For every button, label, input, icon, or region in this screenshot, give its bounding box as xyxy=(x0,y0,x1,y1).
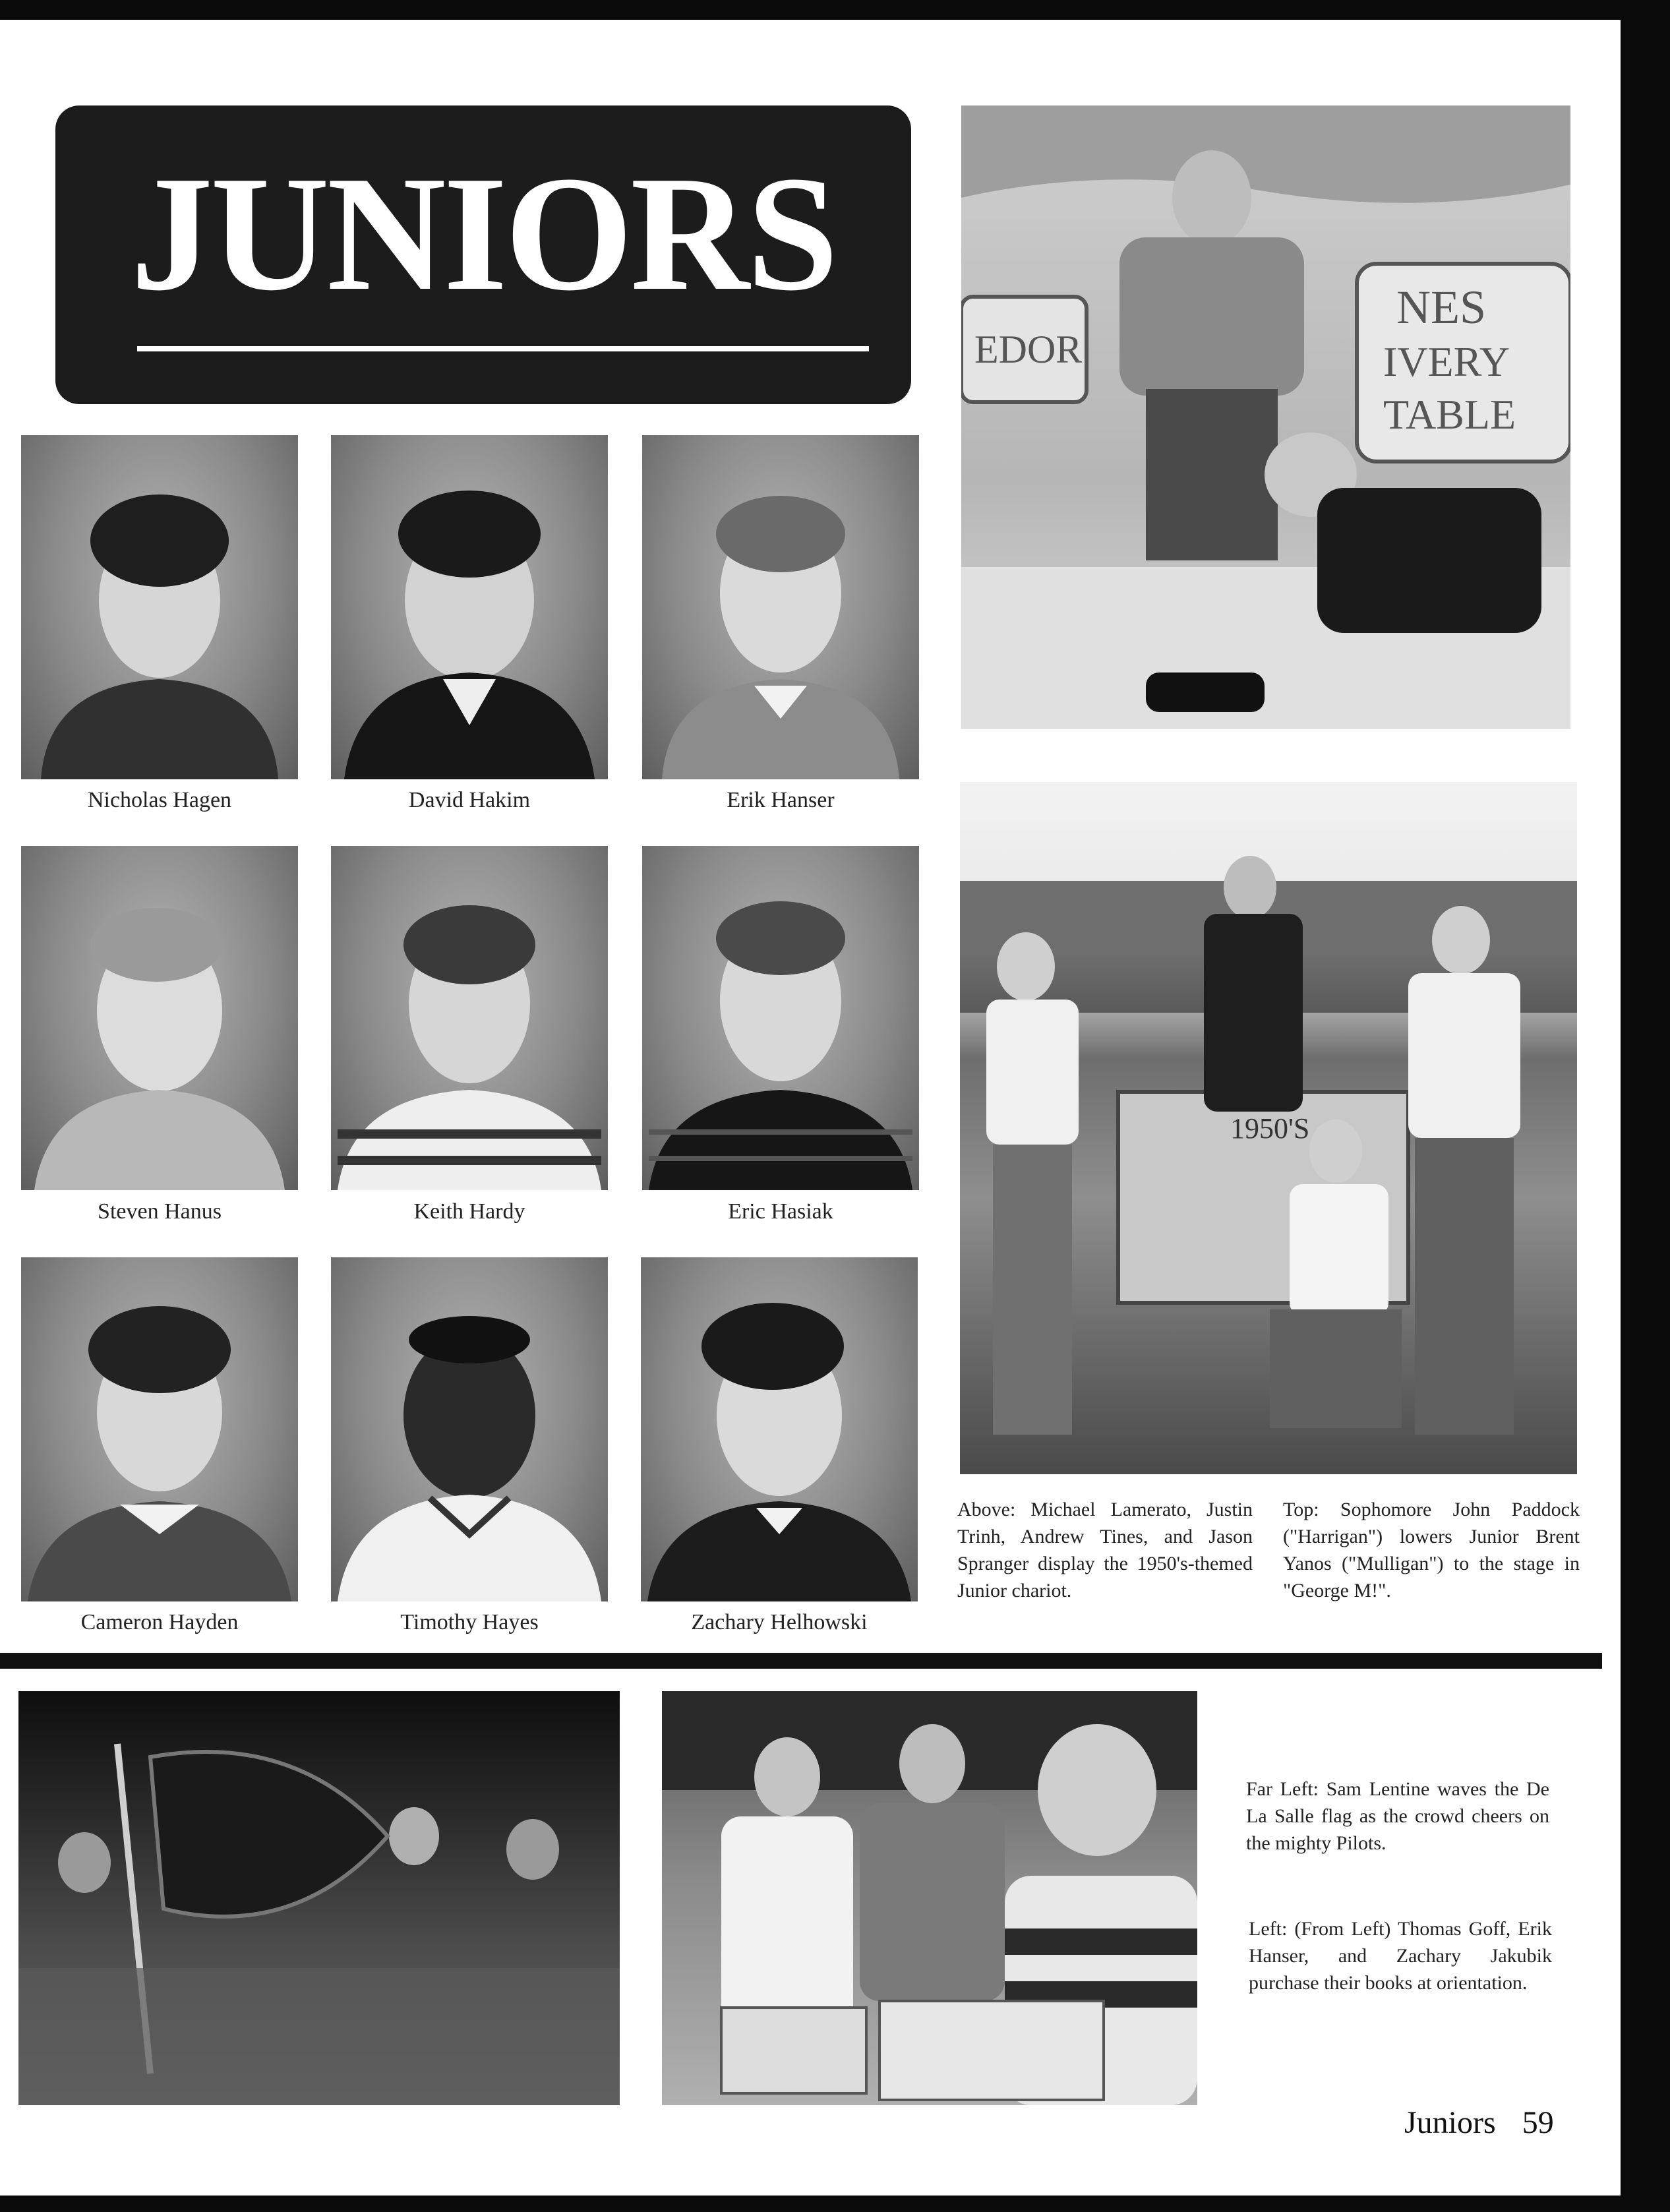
portrait-photo xyxy=(642,435,919,779)
portrait-name: Timothy Hayes xyxy=(400,1610,539,1634)
chariot-photo xyxy=(960,782,1577,1474)
title-underline xyxy=(137,346,869,351)
portrait-photo xyxy=(331,846,608,1190)
stage-sign-line-2: IVERY xyxy=(1383,338,1510,385)
portrait-photo xyxy=(21,1257,298,1601)
portrait-name: Eric Hasiak xyxy=(728,1199,833,1224)
bottom-page-border xyxy=(0,2196,1670,2212)
books-orientation-photo xyxy=(662,1691,1197,2105)
top-page-border xyxy=(0,0,1670,20)
portrait-name: Steven Hanus xyxy=(98,1199,222,1224)
folio-section: Juniors xyxy=(1404,2105,1496,2140)
stage-sign-line-3: TABLE xyxy=(1383,391,1516,438)
portrait-name: David Hakim xyxy=(408,788,531,812)
portrait-name: Keith Hardy xyxy=(413,1199,525,1224)
right-page-border xyxy=(1621,0,1670,2212)
crowd-flag-photo xyxy=(18,1691,620,2105)
portrait-name: Cameron Hayden xyxy=(80,1610,239,1634)
page-title: JUNIORS xyxy=(131,142,836,325)
section-divider xyxy=(0,1653,1602,1669)
page-number: 59 xyxy=(1522,2105,1554,2140)
portrait-photo xyxy=(21,846,298,1190)
stage-caption: Top: Sophomore John Paddock ("Harrigan") lowers Junior Brent Yanos ("Mulligan") to the stage in "George M!". xyxy=(1283,1499,1580,1601)
title-plate xyxy=(55,105,911,404)
portrait-photo xyxy=(642,846,919,1190)
chariot-caption: Above: Michael Lamerato, Justin Trinh, Andrew Tines, and Jason Spranger display the 1950's-themed Junior chariot. xyxy=(957,1499,1253,1601)
portrait-name: Erik Hanser xyxy=(727,788,835,812)
portrait-name: Nicholas Hagen xyxy=(87,788,232,812)
stage-sign-line-1: NES xyxy=(1396,281,1487,334)
flag-caption: Far Left: Sam Lentine waves the De La Salle flag as the crowd cheers on the mighty Pilots. xyxy=(1246,1778,1549,1854)
chariot-sign: 1950'S xyxy=(1230,1112,1310,1145)
books-caption: Left: (From Left) Thomas Goff, Erik Hanser, and Zachary Jakubik purchase their books at orientation. xyxy=(1249,1918,1552,1994)
portrait-photo xyxy=(641,1257,918,1601)
portrait-photo xyxy=(331,1257,608,1601)
portrait-photo xyxy=(331,435,608,779)
portrait-name: Zachary Helhowski xyxy=(691,1610,868,1634)
stage-sign-left: EDOR xyxy=(974,328,1083,371)
stage-play-photo xyxy=(961,105,1570,729)
page-folio xyxy=(1404,2105,1554,2141)
portrait-photo xyxy=(21,435,298,779)
